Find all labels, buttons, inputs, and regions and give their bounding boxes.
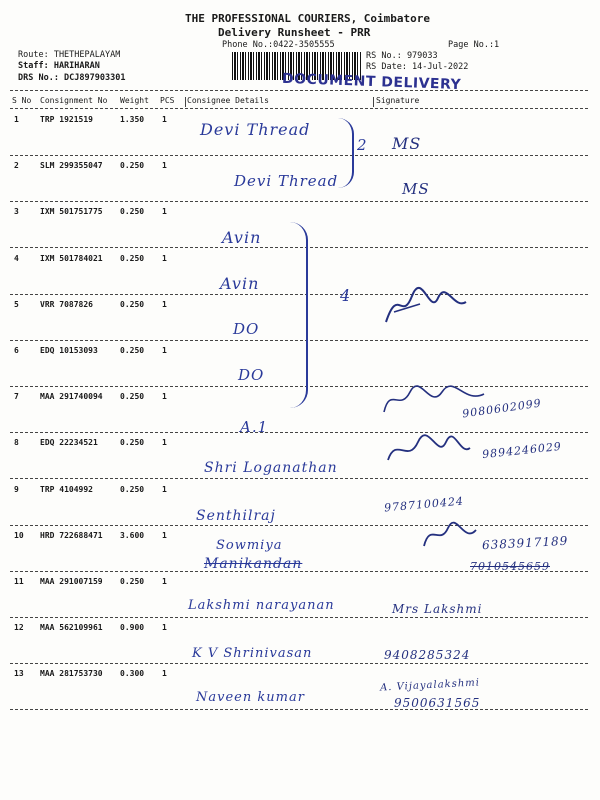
col-pcs: PCS xyxy=(160,96,175,105)
row-divider xyxy=(10,432,588,433)
signature-scribble xyxy=(384,430,474,470)
consignee-devi-thread-1: Devi Thread xyxy=(200,120,311,139)
row-pcs: 1 xyxy=(162,392,167,401)
row-consignment-no: SLM 299355047 xyxy=(40,161,103,170)
row-sno: 13 xyxy=(14,669,24,678)
rs-date: RS Date: 14-Jul-2022 xyxy=(366,62,469,72)
header-divider-top xyxy=(10,90,588,91)
row-sno: 12 xyxy=(14,623,24,632)
header-divider-bottom xyxy=(10,108,588,109)
row-pcs: 1 xyxy=(162,115,167,124)
col-separator xyxy=(185,97,186,107)
row-divider xyxy=(10,525,588,526)
consignee-lakshmi-narayanan: Lakshmi narayanan xyxy=(188,598,335,613)
row-weight: 0.250 xyxy=(120,438,145,447)
row-pcs: 1 xyxy=(162,531,167,540)
row-consignment-no: TRP 4104992 xyxy=(40,485,93,494)
drs-number: DRS No.: DCJ897903301 xyxy=(18,73,126,83)
consignee-avin-2: Avin xyxy=(220,274,260,293)
row-pcs: 1 xyxy=(162,346,167,355)
row-sno: 5 xyxy=(14,300,19,309)
consignee-shri-loganathan: Shri Loganathan xyxy=(204,460,338,476)
consignee-senthilraj: Senthilraj xyxy=(196,508,276,524)
row-weight: 0.900 xyxy=(120,623,145,632)
signature-vijayalakshmi: A. Vijayalakshmi xyxy=(379,677,481,694)
bracket-mark xyxy=(290,222,308,408)
consignee-do-2: DO xyxy=(238,366,265,384)
consignee-sowmiya: Sowmiya xyxy=(216,538,283,553)
row-divider xyxy=(10,201,588,202)
row-sno: 6 xyxy=(14,346,19,355)
row-consignment-no: VRR 7087826 xyxy=(40,300,93,309)
row-sno: 4 xyxy=(14,254,19,263)
consignee-devi-thread-2: Devi Thread xyxy=(234,172,339,190)
row-consignment-no: IXM 501784021 xyxy=(40,254,103,263)
row-consignment-no: MAA 281753730 xyxy=(40,669,103,678)
row-weight: 3.600 xyxy=(120,531,145,540)
row-weight: 0.300 xyxy=(120,669,145,678)
row-sno: 2 xyxy=(14,161,19,170)
row-pcs: 1 xyxy=(162,623,167,632)
row-consignment-no: HRD 722688471 xyxy=(40,531,103,540)
company-name: THE PROFESSIONAL COURIERS, Coimbatore xyxy=(185,12,431,25)
row-weight: 1.350 xyxy=(120,115,145,124)
col-sno: S No xyxy=(12,96,32,105)
row-consignment-no: MAA 291740094 xyxy=(40,392,103,401)
staff-label: Staff: HARIHARAN xyxy=(18,61,100,71)
row-divider xyxy=(10,663,588,664)
signature-phone-12: 9408285324 xyxy=(384,648,471,662)
col-signature: Signature xyxy=(376,96,420,105)
route-label: Route: THETHEPALAYAM xyxy=(18,50,121,60)
row-pcs: 1 xyxy=(162,161,167,170)
row-weight: 0.250 xyxy=(120,392,145,401)
row-consignment-no: EDQ 10153093 xyxy=(40,346,98,355)
signature-phone-8: 9894246029 xyxy=(481,439,563,462)
row-pcs: 1 xyxy=(162,254,167,263)
signature-phone-13: 9500631565 xyxy=(394,696,481,710)
rs-number: RS No.: 979033 xyxy=(366,51,438,61)
consignee-naveen-kumar: Naveen kumar xyxy=(196,690,305,705)
count-mark-4: 4 xyxy=(340,286,352,305)
row-weight: 0.250 xyxy=(120,485,145,494)
consignee-a1: A.1 xyxy=(240,418,269,436)
row-pcs: 1 xyxy=(162,577,167,586)
signature-scribble xyxy=(420,520,480,550)
row-weight: 0.250 xyxy=(120,300,145,309)
signature-phone-9: 9787100424 xyxy=(383,494,465,515)
row-divider xyxy=(10,617,588,618)
row-consignment-no: MAA 562109961 xyxy=(40,623,103,632)
row-weight: 0.250 xyxy=(120,577,145,586)
consignee-do-1: DO xyxy=(233,320,260,338)
col-weight: Weight xyxy=(120,96,149,105)
signature-phone-11: 7010545659 xyxy=(470,560,550,573)
signature-scribble xyxy=(380,282,470,328)
row-weight: 0.250 xyxy=(120,346,145,355)
signature-phone-10: 6383917189 xyxy=(481,533,569,553)
signature-phone-7: 9080602099 xyxy=(461,396,543,421)
page-number: Page No.:1 xyxy=(448,40,500,50)
consignee-avin-1: Avin xyxy=(222,228,262,247)
signature-ms-1: MS xyxy=(392,134,422,153)
row-sno: 1 xyxy=(14,115,19,124)
row-consignment-no: MAA 291007159 xyxy=(40,577,103,586)
row-consignment-no: EDQ 22234521 xyxy=(40,438,98,447)
col-consignment: Consignment No xyxy=(40,96,108,105)
signature-mrs-lakshmi: Mrs Lakshmi xyxy=(392,602,483,616)
row-pcs: 1 xyxy=(162,207,167,216)
row-sno: 3 xyxy=(14,207,19,216)
row-sno: 8 xyxy=(14,438,19,447)
row-weight: 0.250 xyxy=(120,161,145,170)
signature-ms-2: MS xyxy=(402,180,430,198)
row-sno: 11 xyxy=(14,577,24,586)
row-sno: 10 xyxy=(14,531,24,540)
row-pcs: 1 xyxy=(162,438,167,447)
col-separator xyxy=(373,97,374,107)
bracket-mark xyxy=(338,118,354,188)
consignee-manikandan: Manikandan xyxy=(204,556,303,572)
row-pcs: 1 xyxy=(162,485,167,494)
row-consignment-no: IXM 501751775 xyxy=(40,207,103,216)
runsheet-title: Delivery Runsheet - PRR xyxy=(218,26,371,39)
row-pcs: 1 xyxy=(162,300,167,309)
row-sno: 9 xyxy=(14,485,19,494)
document-delivery-stamp: DOCUMENT DELIVERY xyxy=(281,70,462,94)
row-divider xyxy=(10,478,588,479)
row-sno: 7 xyxy=(14,392,19,401)
row-pcs: 1 xyxy=(162,669,167,678)
row-weight: 0.250 xyxy=(120,207,145,216)
row-divider xyxy=(10,155,588,156)
count-mark-2: 2 xyxy=(357,136,368,154)
row-divider xyxy=(10,709,588,710)
phone-number: Phone No.:0422-3505555 xyxy=(222,40,335,50)
row-consignment-no: TRP 1921519 xyxy=(40,115,93,124)
row-weight: 0.250 xyxy=(120,254,145,263)
col-consignee: Consignee Details xyxy=(187,96,269,105)
consignee-kv-shrinivasan: K V Shrinivasan xyxy=(192,646,313,661)
